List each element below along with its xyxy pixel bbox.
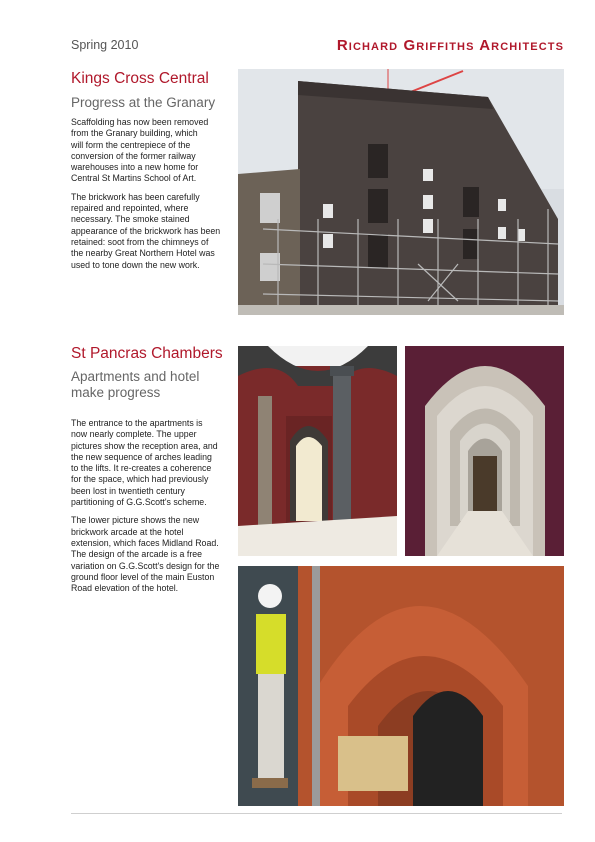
paragraph: The brickwork has been carefully repaired and repointed, where necessary. The smoke stained appearance of the brickwork has been retained: soot from the chimneys of the nearby Great Northern Hotel was used to tone down the new work. <box>71 191 221 270</box>
section-title-st-pancras: St Pancras Chambers <box>71 345 223 362</box>
paragraph: The lower picture shows the new brickwork arcade at the hotel extension, which faces Midland Road. The design of the arcade is a free variation on G.G.Scott's design for the ground floor level of the main Euston Road elevation of the hotel. <box>71 515 220 594</box>
section-title-kings-cross: Kings Cross Central <box>71 70 209 87</box>
section-subtitle-granary: Progress at the Granary <box>71 95 216 110</box>
section-body-st-pancras <box>71 418 236 601</box>
brickwork-arcade-photo <box>238 566 564 806</box>
footer-rule <box>71 813 562 814</box>
granary-photo <box>238 69 564 315</box>
section-subtitle-apartments: Apartments and hotel make progress <box>71 369 200 400</box>
section-body-granary <box>71 117 236 278</box>
paragraph: Scaffolding has now been removed from the Granary building, which will form the centrepiece of the conversion of the former railway warehouses into a new home for Central St Martins School of Art. <box>71 117 209 184</box>
reception-photo <box>238 346 397 556</box>
firm-name: Richard Griffiths Architects <box>336 37 564 54</box>
paragraph: The entrance to the apartments is now nearly complete. The upper pictures show the reception area, and the new sequence of arches leading to the lifts. It re-creates a coherence for the space, which had previously been lost in twentieth century partitioning of G.G.Scott's scheme. <box>71 418 218 508</box>
issue-date: Spring 2010 <box>71 38 139 52</box>
arches-corridor-photo <box>405 346 564 556</box>
